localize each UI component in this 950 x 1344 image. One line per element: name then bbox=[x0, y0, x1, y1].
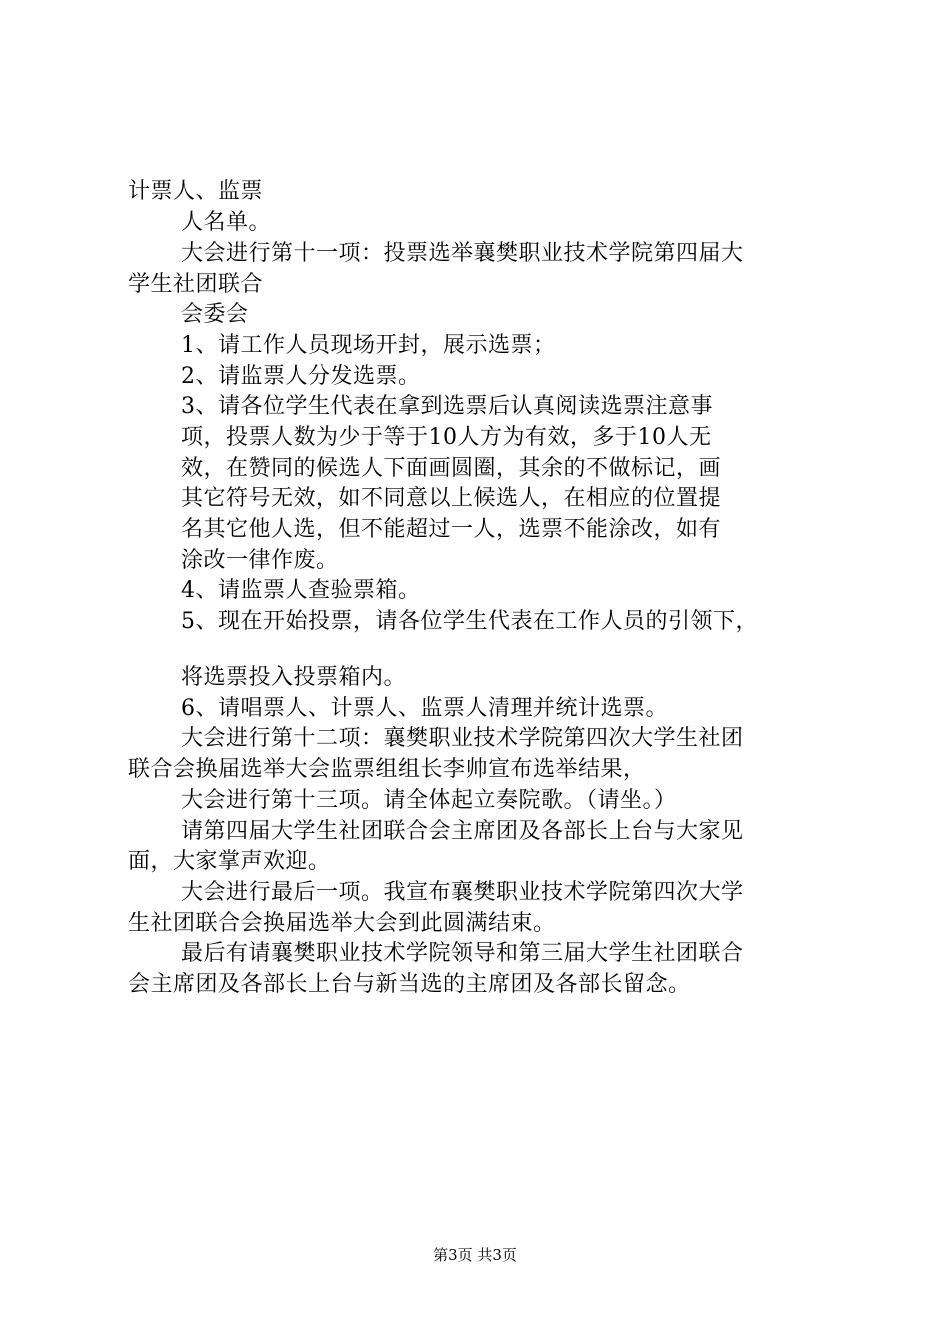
text-line: 会主席团及各部长上台与新当选的主席团及各部长留念。 bbox=[128, 972, 691, 997]
text-line: 将选票投入投票箱内。 bbox=[181, 665, 407, 690]
text-line: 项，投票人数为少于等于10人方为有效，多于10人无 bbox=[181, 425, 712, 450]
text-line: 4、请监票人查验票箱。 bbox=[181, 578, 421, 603]
text-line: 效，在赞同的候选人下面画圆圈，其余的不做标记，画 bbox=[181, 456, 722, 481]
text-line: 大会进行第十二项：襄樊职业技术学院第四次大学生社团 bbox=[181, 726, 744, 751]
text-line: 3、请各位学生代表在拿到选票后认真阅读选票注意事 bbox=[181, 394, 713, 419]
text-line: 学生社团联合 bbox=[128, 272, 264, 297]
text-line: 联合会换届选举大会监票组组长李帅宣布选举结果， bbox=[128, 757, 646, 782]
text-line: 其它符号无效，如不同意以上候选人，在相应的位置提 bbox=[181, 486, 722, 511]
text-line: 人名单。 bbox=[181, 210, 272, 235]
text-line: 大会进行第十三项。请全体起立奏院歌。（请坐。） bbox=[181, 788, 677, 813]
text-line: 最后有请襄樊职业技术学院领导和第三届大学生社团联合 bbox=[181, 941, 744, 966]
text-line: 5、现在开始投票，请各位学生代表在工作人员的引领下， bbox=[181, 609, 758, 634]
text-line: 1、请工作人员现场开封，展示选票； bbox=[181, 333, 556, 358]
text-line: 2、请监票人分发选票。 bbox=[181, 364, 421, 389]
text-line: 会委会 bbox=[181, 302, 249, 327]
text-line: 生社团联合会换届选举大会到此圆满结束。 bbox=[128, 911, 556, 936]
page-number-footer: 第3页 共3页 bbox=[433, 1246, 517, 1264]
text-line: 大会进行第十一项：投票选举襄樊职业技术学院第四届大 bbox=[181, 241, 744, 266]
text-line: 面，大家掌声欢迎。 bbox=[128, 849, 331, 874]
text-line: 涂改一律作废。 bbox=[181, 548, 339, 573]
text-line: 大会进行最后一项。我宣布襄樊职业技术学院第四次大学 bbox=[181, 880, 744, 905]
text-line: 请第四届大学生社团联合会主席团及各部长上台与大家见 bbox=[181, 819, 744, 844]
text-line: 6、请唱票人、计票人、监票人清理并统计选票。 bbox=[181, 696, 668, 721]
text-line: 名其它他人选，但不能超过一人，选票不能涂改，如有 bbox=[181, 517, 722, 542]
text-line: 计票人、监票 bbox=[128, 179, 264, 204]
